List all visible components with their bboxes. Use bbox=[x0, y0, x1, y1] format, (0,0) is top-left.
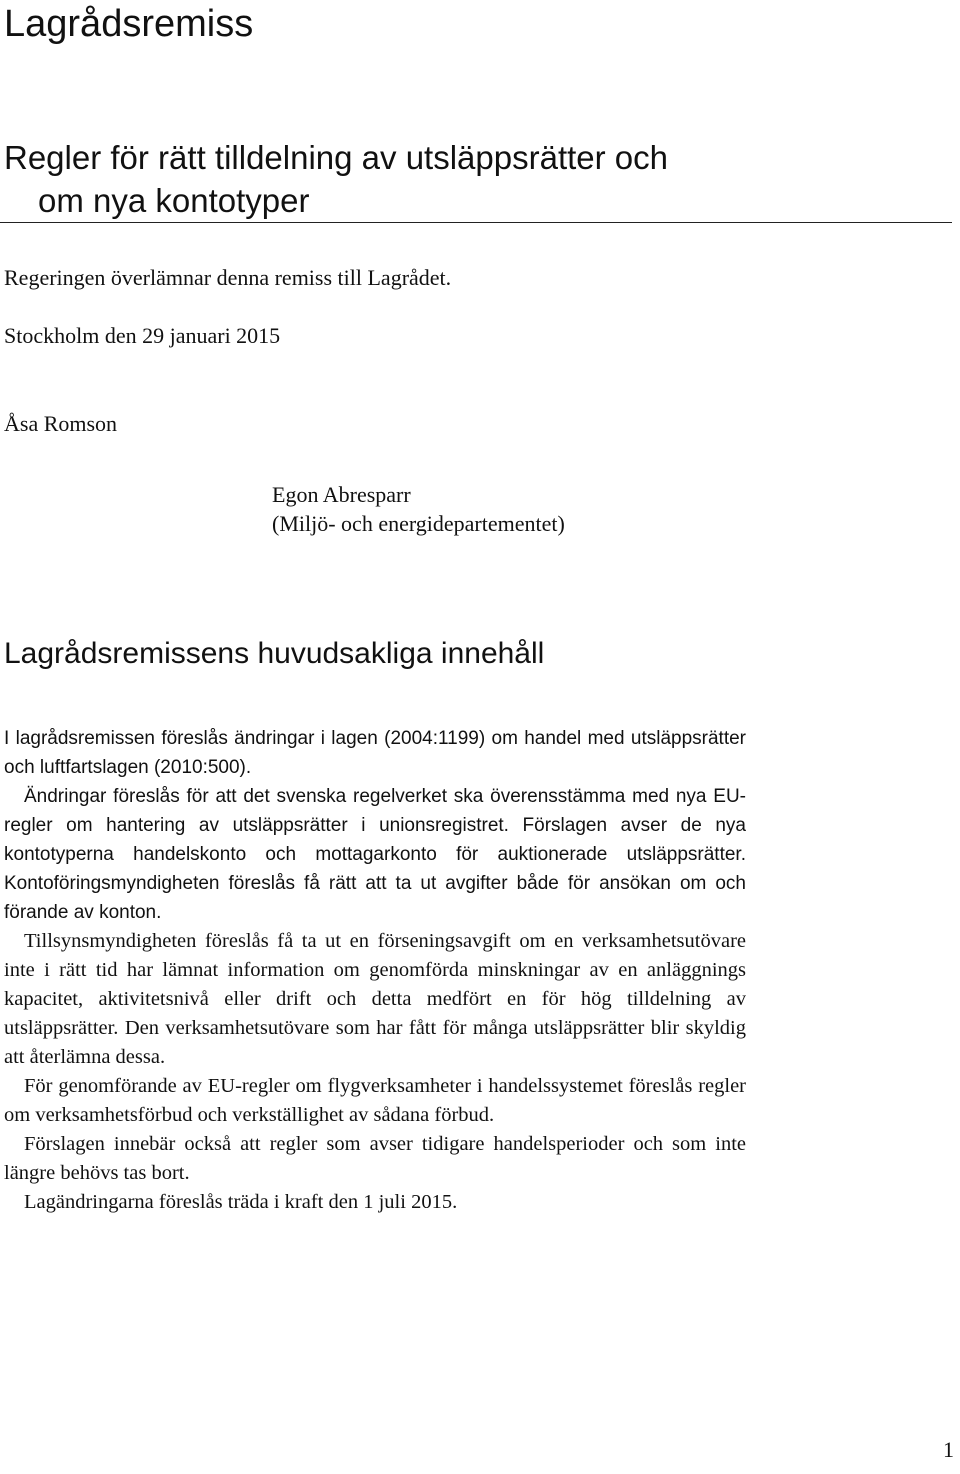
submission-statement: Regeringen överlämnar denna remiss till Lagrådet. bbox=[4, 265, 452, 290]
summary-body bbox=[4, 724, 746, 1217]
document-title-line-2: om nya kontotyper bbox=[38, 182, 310, 219]
document-type-heading: Lagrådsremiss bbox=[4, 3, 254, 45]
official-department: (Miljö- och energidepartementet) bbox=[272, 511, 565, 536]
summary-paragraph: Förslagen innebär också att regler som avser tidigare handelsperioder och som inte längre behövs tas bort. bbox=[4, 1133, 746, 1184]
title-divider bbox=[0, 222, 952, 223]
document-title bbox=[4, 136, 778, 222]
official-block bbox=[272, 480, 565, 538]
summary-paragraph: Ändringar föreslås för att det svenska regelverket ska överensstämma med nya EU-regler om hantering av utsläppsrätter i unionsregistret. Förslagen avser de nya kontotyperna handelskonto och mottagarkonto för auktionerade utsläppsrätter. Kontoföringsmyndigheten föreslås få rätt att ta ut avgifter både för ansökan om och förande av konton. bbox=[4, 786, 746, 923]
document-title-line-1: Regler för rätt tilldelning av utsläppsrätter och bbox=[4, 139, 668, 176]
minister-signature: Åsa Romson bbox=[4, 411, 118, 436]
summary-paragraph: I lagrådsremissen föreslås ändringar i lagen (2004:1199) om handel med utsläppsrätter och luftfartslagen (2010:500). bbox=[4, 728, 746, 778]
summary-paragraph: För genomförande av EU-regler om flygverksamheter i handelssystemet föreslås regler om verksamhetsförbud och verkställighet av sådana förbud. bbox=[4, 1075, 746, 1126]
official-name: Egon Abresparr bbox=[272, 482, 411, 507]
place-and-date: Stockholm den 29 januari 2015 bbox=[4, 323, 281, 348]
summary-paragraph: Tillsynsmyndigheten föreslås få ta ut en förseningsavgift om en verksamhetsutövare inte i rätt tid har lämnat information om genomförda minskningar av en anläggnings kapacitet, aktivitetsnivå eller drift och detta medfört en för hög tilldelning av utsläppsrätter. Den verksamhetsutövare som har fått för många utsläppsrätter blir skyldig att återlämna dessa. bbox=[4, 930, 746, 1068]
page-number: 1 bbox=[943, 1437, 954, 1462]
summary-heading: Lagrådsremissens huvudsakliga innehåll bbox=[4, 637, 545, 670]
summary-paragraph: Lagändringarna föreslås träda i kraft den 1 juli 2015. bbox=[24, 1191, 458, 1213]
